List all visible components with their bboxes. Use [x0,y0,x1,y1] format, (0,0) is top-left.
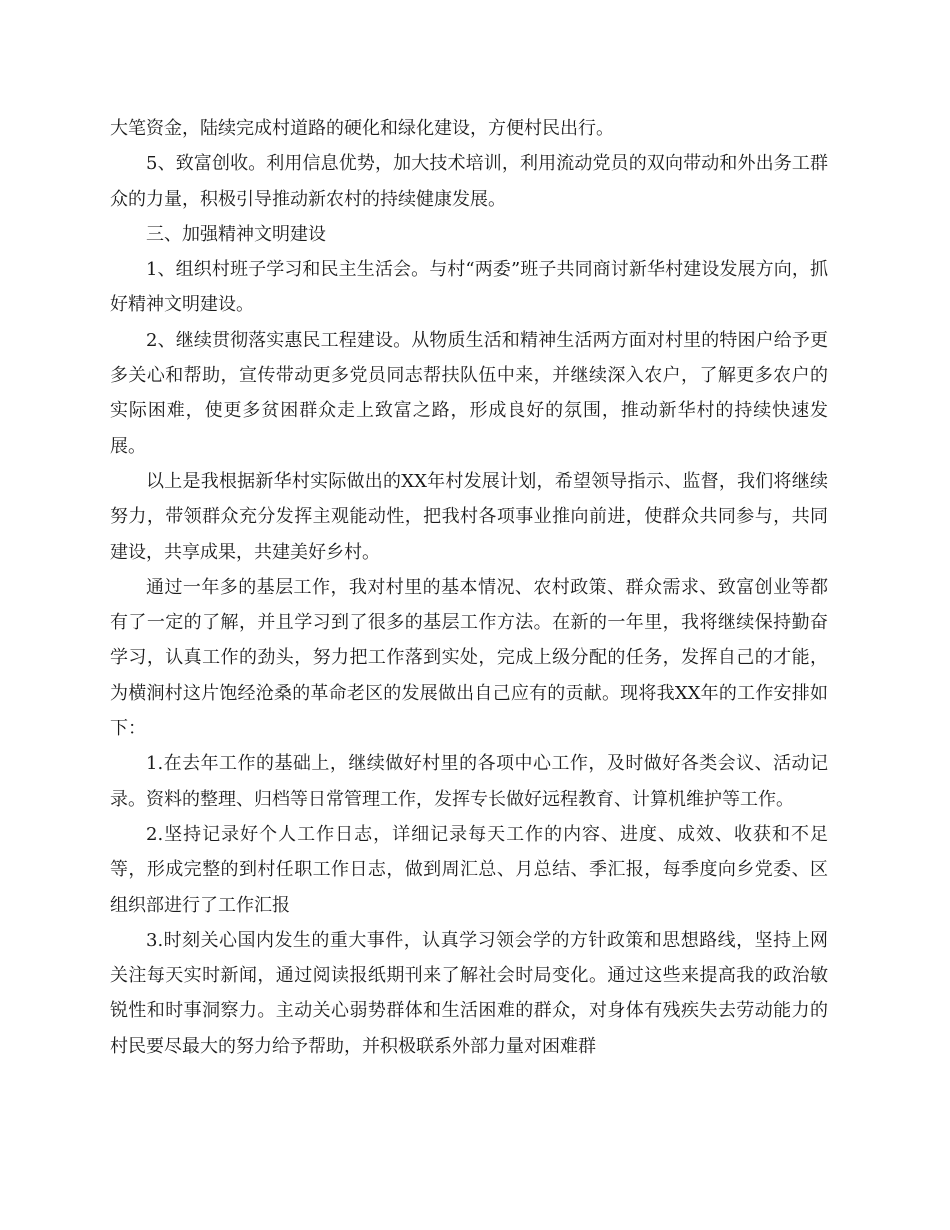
paragraph-2: 5、致富创收。利用信息优势，加大技术培训，利用流动党员的双向带动和外出务工群众的力量，积极引导推动新农村的持续健康发展。 [110,153,828,210]
paragraph-6: 以上是我根据新华村实际做出的XX年村发展计划，希望领导指示、监督，我们将继续努力，带领群众充分发挥主观能动性，把我村各项事业推向前进，使群众共同参与，共同建设，共享成果，共建美好乡村。 [110,470,828,563]
document-body [110,111,828,1064]
paragraph-1: 大笔资金，陆续完成村道路的硬化和绿化建设，方便村民出行。 [110,118,614,139]
paragraph-5: 2、继续贯彻落实惠民工程建设。从物质生活和精神生活两方面对村里的特困户给予更多关心和帮助，宣传带动更多党员同志帮扶队伍中来，并继续深入农户，了解更多农户的实际困难，使更多贫困群众走上致富之路，形成良好的氛围，推动新华村的持续快速发展。 [110,329,828,457]
section-heading: 三、加强精神文明建设 [146,223,326,245]
paragraph-9: 2.坚持记录好个人工作日志，详细记录每天工作的内容、进度、成效、收获和不足等，形成完整的到村任职工作日志，做到周汇总、月总结、季汇报，每季度向乡党委、区组织部进行了工作汇报 [110,823,828,916]
paragraph-7: 通过一年多的基层工作，我对村里的基本情况、农村政策、群众需求、致富创业等都有了一定的了解，并且学习到了很多的基层工作方法。在新的一年里，我将继续保持勤奋学习，认真工作的劲头，努力把工作落到实处，完成上级分配的任务，发挥自己的才能，为横涧村这片饱经沧桑的革命老区的发展做出自己应有的贡献。现将我XX年的工作安排如下： [110,576,828,740]
paragraph-4: 1、组织村班子学习和民主生活会。与村“两委”班子共同商讨新华村建设发展方向，抓好精神文明建设。 [110,259,828,316]
paragraph-8: 1.在去年工作的基础上，继续做好村里的各项中心工作，及时做好各类会议、活动记录。资料的整理、归档等日常管理工作，发挥专长做好远程教育、计算机维护等工作。 [110,753,828,810]
paragraph-10: 3.时刻关心国内发生的重大事件，认真学习领会学的方针政策和思想路线，坚持上网关注每天实时新闻，通过阅读报纸期刊来了解社会时局变化。通过这些来提高我的政治敏锐性和时事洞察力。主动关心弱势群体和生活困难的群众，对身体有残疾失去劳动能力的村民要尽最大的努力给予帮助，并积极联系外部力量对困难群 [110,929,828,1057]
